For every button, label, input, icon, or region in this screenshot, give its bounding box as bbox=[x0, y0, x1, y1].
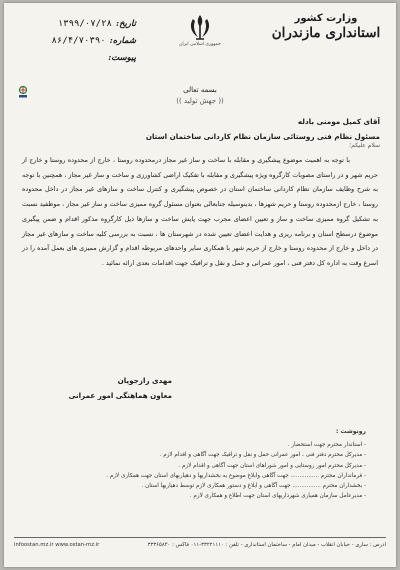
ministry-name: وزارت کشور bbox=[294, 13, 358, 24]
cc-item: - مدیرعامل سازمان همیاری شهرداریهای استان جهت اطلاع و همکاری لازم . bbox=[36, 491, 366, 501]
signature-block bbox=[52, 373, 172, 403]
emblem-caption: جمهوری اسلامی ایران bbox=[179, 42, 221, 47]
attachment-row bbox=[16, 49, 136, 66]
cc-item: - بخشداران محترم ................ جهت آگاهی و ابلاغ و دستور همکاری لازم توسط دهیاریها استان . bbox=[36, 481, 366, 491]
letter-sheet bbox=[4, 3, 396, 567]
cc-item: - استاندار محترم جهت استحضار . bbox=[36, 440, 366, 450]
iran-emblem bbox=[178, 13, 222, 47]
slogan: (( جهش تولید )) bbox=[176, 97, 224, 105]
letter-meta bbox=[16, 15, 136, 66]
date-value: ۱۳۹۹/۰۷/۲۸ bbox=[57, 18, 112, 29]
governorate-name: استانداری مازندران bbox=[271, 25, 381, 41]
cc-item: - مدیرکل محترم دفتر فنی ، امور عمرانی حمل و نقل و ترافیک جهت آگاهی و اقدام لازم . bbox=[36, 450, 366, 460]
letterhead-org bbox=[270, 13, 382, 41]
number-value: ۸۶/۴/۷۰۳۹۰ bbox=[51, 35, 106, 46]
number-label: شماره: bbox=[109, 35, 136, 46]
recipient-title: مسئول نظام فنی روستائی سازمان نظام کاردانی ساختمان استان bbox=[145, 132, 380, 141]
cc-item: - فرمانداران محترم ................ جهت آگاهی وابلاغ موضوع به بخشداریها و دهیاریهای استان جهت همکاری لازم . bbox=[36, 471, 366, 481]
cc-list bbox=[36, 440, 366, 502]
attachment-label: پیوست: bbox=[108, 52, 136, 63]
cc-item: - مدیرکل محترم امور روستایی و امور شوراهای استان جهت آگاهی و اقدام لازم . bbox=[36, 461, 366, 471]
cc-heading: رونوشت : bbox=[336, 428, 366, 435]
date-label: تاریخ: bbox=[115, 18, 136, 29]
date-row bbox=[16, 15, 136, 32]
footer-address: آدرس : ساری - خیابان انقلاب - میدان امام - ساختمان استانداری - تلفن : ۳۳۲۲۱۱۱۰-۰۱۱ فاکس : ۳۳۳۶۵۸۴۰ bbox=[147, 542, 386, 548]
letter-body bbox=[22, 153, 378, 271]
basmala: بسمه تعالی bbox=[183, 86, 217, 94]
footer-websites: infoostan.mz.ir www.ostan-mz.ir bbox=[14, 542, 100, 548]
signatory-name: مهدی رازجویان bbox=[117, 376, 172, 385]
recipient-block bbox=[20, 114, 380, 144]
footer-divider bbox=[14, 537, 386, 538]
emblem-icon bbox=[187, 13, 213, 41]
signatory-title: معاون هماهنگی امور عمرانی bbox=[68, 391, 172, 400]
greeting: سلام علیکم؛ bbox=[349, 142, 380, 149]
body-paragraph: با توجه به اهمیت موضوع پیشگیری و مقابله با ساخت و ساز غیر مجاز درمحدوده روستا ، خارج از محدوده روستا و خارج از حریم شهر و در راستای مصوبات کارگروه ویژه پیشگیری و مقابله با تفکیک اراضی کشاورزی و ساخت و ساز غیر مجاز ، همچنین با توجه به شرح وظایف سازمان نظام کاردانی ساختمان استان در خصوص پیشگیری و کنترل ساخت و سازهای غیر مجاز در داخل محدوده روستا ، خارج ازمحدوده روستا و حریم شهرها ، بدینوسیله جنابعالی بعنوان مسئول گروه ممیزی ساخت و ساز غیر مجاز ، موظفید نسبت به تشکیل گروه ممیزی ساخت و ساز و تعیین اعضای مجرب جهت پایش ساخت و سازها ذیل کارگروه مذکور اقدام و ضمن پیگیری موضوع درسطح استان و برنامه ریزی و هدایت اعضای تعیین شده در شهرستان ها ، نسبت به بررسی کلیه ساخت و سازهای غیر مجاز در داخل و خارج از محدوده روستا و خارج از حریم شهر با همکاری سایر واحدهای مربوطه اقدام و گزارش ممیزی های بعمل آمده را در اسرع وقت به اداره کل دفتر فنی ، امور عمرانی و حمل و نقل و ترافیک جهت اقدامات بعدی ارائه نمائید . bbox=[22, 156, 378, 267]
recipient-name: آقای کمیل مومنی بادله bbox=[297, 117, 380, 126]
number-row bbox=[16, 32, 136, 49]
